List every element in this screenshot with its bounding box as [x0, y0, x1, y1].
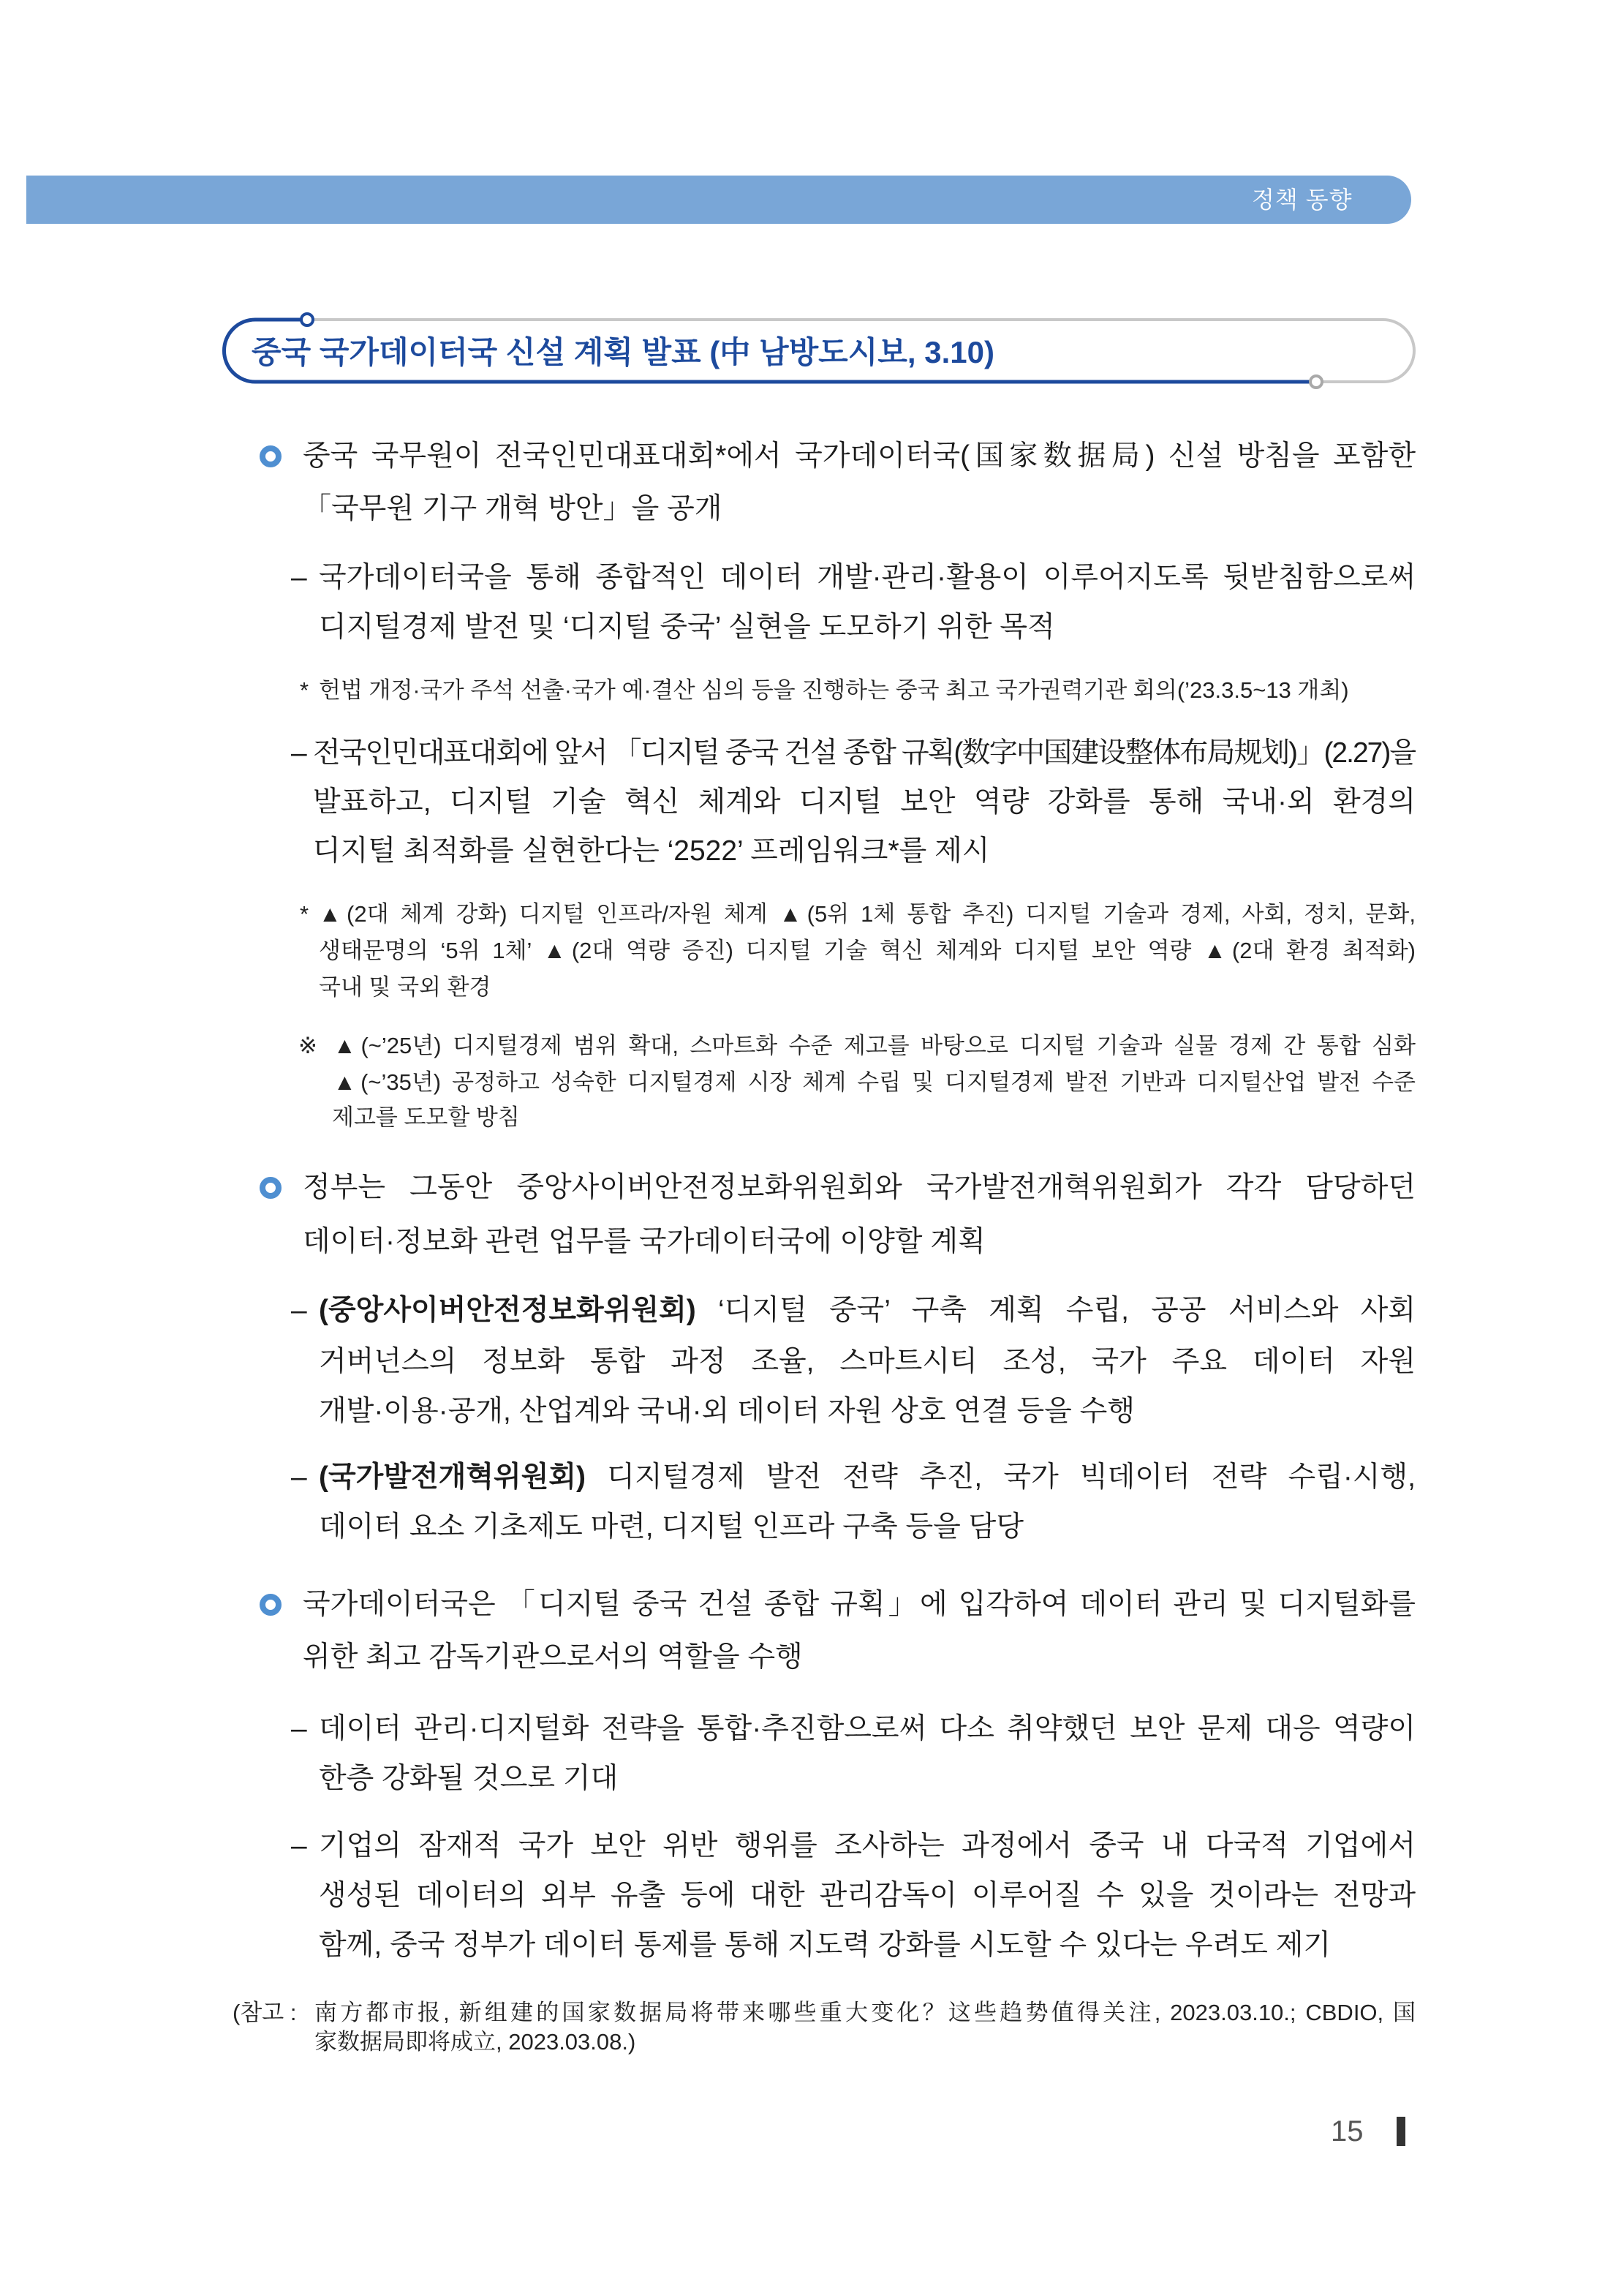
- sub-line: 디지털경제 발전 및 ‘디지털 중국’ 실현을 도모하기 위한 목적: [319, 611, 1055, 643]
- sub-line: 기업의 잠재적 국가 보안 위반 행위를 조사하는 과정에서 중국 내 다국적 기업에서: [319, 1830, 1416, 1861]
- note-line: ▲(~’25년) 디지털경제 범위 확대, 스마트화 수준 제고를 바탕으로 디지털 기술과 실물 경제 간 통합 심화: [333, 1033, 1416, 1058]
- note-line: ▲(~’35년) 공정하고 성숙한 디지털경제 시장 체계 수립 및 디지털경제 발전 기반과 디지털산업 발전 수준: [333, 1069, 1416, 1095]
- dash-marker: –: [291, 1295, 307, 1326]
- article-title: 중국 국가데이터국 신설 계획 발표 (中 남방도시보, 3.10): [252, 335, 994, 369]
- agency-label: (국가발전개혁위원회): [319, 1461, 586, 1493]
- reference-mark: ※: [298, 1033, 317, 1058]
- sub-line: 전국인민대표대회에 앞서 「디지털 중국 건설 종합 규획(数字中国建设整体布局规划)」(2.27)을: [313, 737, 1416, 769]
- title-frame-node-bottom: [1310, 376, 1322, 388]
- bullet-line: 위한 최고 감독기관으로서의 역할을 수행: [303, 1641, 803, 1673]
- sub-line: [319, 1457, 1416, 1498]
- dash-marker: –: [291, 1830, 307, 1861]
- sub-line: 생성된 데이터의 외부 유출 등에 대한 관리감독이 이루어질 수 있을 것이라는 전망과: [319, 1880, 1416, 1911]
- note-line: ▲(2대 체계 강화) 디지털 인프라/자원 체계 ▲(5위 1체 통합 추진) 디지털 기술과 경제, 사회, 정치, 문화,: [319, 901, 1416, 927]
- bullet-line: 국가데이터국은 「디지털 중국 건설 종합 규획」에 입각하여 데이터 관리 및 디지털화를: [303, 1589, 1416, 1620]
- bullet-line: 정부는 그동안 중앙사이버안전정보화위원회와 국가발전개혁위원회가 각각 담당하던: [303, 1172, 1416, 1203]
- page-number-bar: [1397, 2117, 1405, 2146]
- reference-line: 家数据局即将成立, 2023.03.08.): [314, 2029, 636, 2055]
- reference-line: 南方都市报, 新组建的国家数据局将带来哪些重大变化？这些趋势值得关注, 2023.03.10.; CBDIO, 国: [314, 2000, 1416, 2025]
- title-frame-node-top: [301, 314, 313, 325]
- sub-line-text: 디지털경제 발전 전략 추진, 국가 빅데이터 전략 수립·시행,: [586, 1461, 1416, 1493]
- sub-line: 국가데이터국을 통해 종합적인 데이터 개발·관리·활용이 이루어지도록 뒷받침함으로써: [319, 562, 1416, 593]
- reference-prefix: (참고 :: [233, 2000, 297, 2025]
- section-label: 정책 동향: [1252, 187, 1353, 213]
- sub-line: [319, 1290, 1416, 1331]
- section-header-bar: [26, 176, 1411, 224]
- sub-line: 발표하고, 디지털 기술 혁신 체계와 디지털 보안 역량 강화를 통해 국내·외 환경의: [313, 786, 1416, 818]
- note-line: 헌법 개정·국가 주석 선출·국가 예·결산 심의 등을 진행하는 중국 최고 국가권력기관 회의(’23.3.5~13 개최): [319, 677, 1349, 703]
- agency-label: (중앙사이버안전정보화위원회): [319, 1295, 696, 1326]
- bullet-circle-icon: [260, 1594, 282, 1616]
- bullet-circle-icon: [260, 1177, 282, 1199]
- bullet-circle-icon: [260, 445, 282, 467]
- dash-marker: –: [291, 1461, 307, 1493]
- note-marker: *: [300, 677, 309, 703]
- bullet-line: 데이터·정보화 관련 업무를 국가데이터국에 이양할 계획: [303, 1226, 986, 1257]
- bullet-line: 중국 국무원이 전국인민대표대회*에서 국가데이터국(国家数据局) 신설 방침을 포함한: [303, 440, 1416, 472]
- note-marker: *: [300, 901, 309, 927]
- sub-line: 디지털 최적화를 실현한다는 ‘2522’ 프레임워크*를 제시: [313, 835, 990, 867]
- sub-line: 한층 강화될 것으로 기대: [319, 1763, 619, 1794]
- bullet-line: 「국무원 기구 개혁 방안」을 공개: [303, 493, 722, 524]
- sub-line: 개발·이용·공개, 산업계와 국내·외 데이터 자원 상호 연결 등을 수행: [319, 1396, 1136, 1427]
- dash-marker: –: [291, 1713, 307, 1744]
- note-line: 국내 및 국외 환경: [319, 974, 491, 1000]
- sub-line: 거버넌스의 정보화 통합 과정 조율, 스마트시티 조성, 국가 주요 데이터 자원: [319, 1346, 1416, 1377]
- note-line: 생태문명의 ‘5위 1체’ ▲(2대 역량 증진) 디지털 기술 혁신 체계와 디지털 보안 역량 ▲(2대 환경 최적화): [319, 938, 1416, 963]
- dash-marker: –: [291, 737, 307, 769]
- sub-line: 함께, 중국 정부가 데이터 통제를 통해 지도력 강화를 시도할 수 있다는 우려도 제기: [319, 1929, 1332, 1961]
- sub-line: 데이터 관리·디지털화 전략을 통합·추진함으로써 다소 취약했던 보안 문제 대응 역량이: [319, 1713, 1416, 1744]
- dash-marker: –: [291, 562, 307, 593]
- note-line: 제고를 도모할 방침: [332, 1104, 520, 1130]
- sub-line: 데이터 요소 기초제도 마련, 디지털 인프라 구축 등을 담당: [319, 1511, 1024, 1543]
- sub-line-text: ‘디지털 중국’ 구축 계획 수립, 공공 서비스와 사회: [695, 1295, 1416, 1326]
- page-number: 15: [1331, 2115, 1364, 2147]
